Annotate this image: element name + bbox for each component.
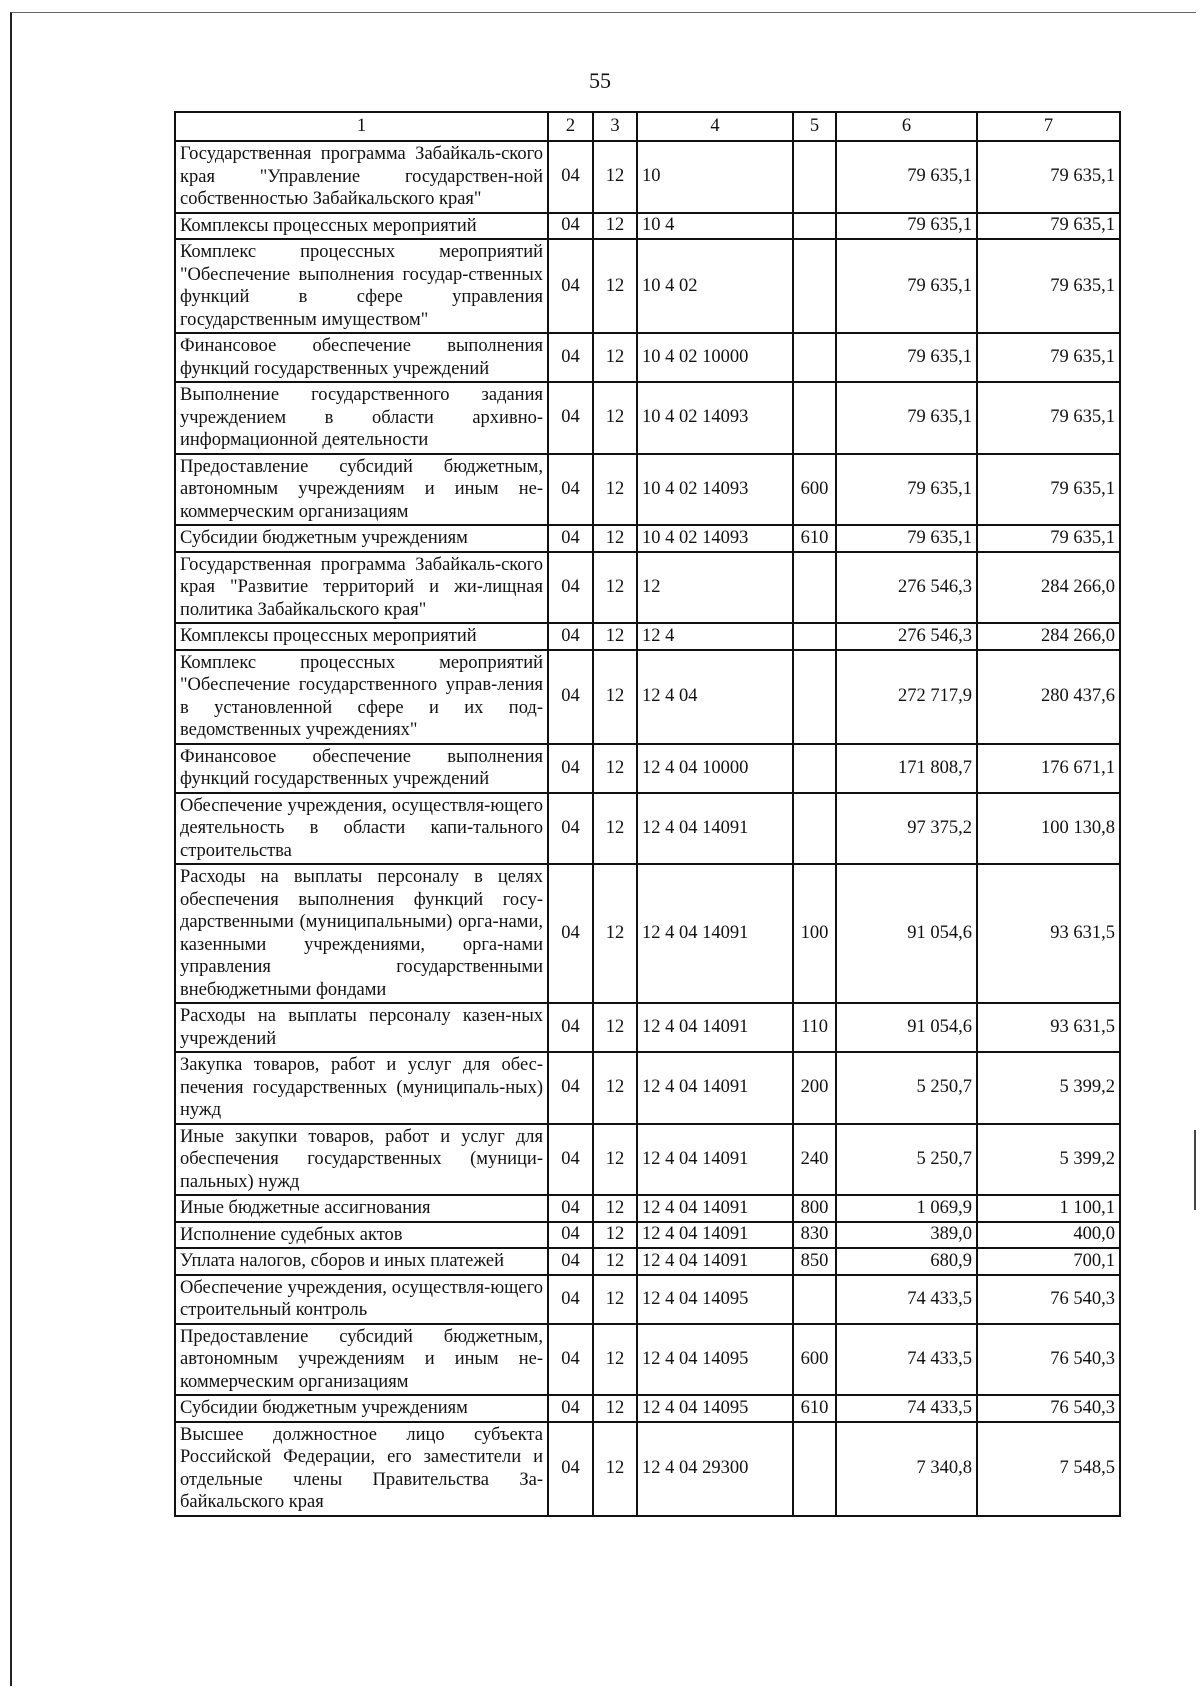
cell-amount-1: 276 546,3 [836,623,977,650]
cell-target-article: 12 4 04 14091 [637,793,793,865]
cell-section: 04 [548,454,593,526]
cell-section: 04 [548,141,593,213]
cell-section: 04 [548,1124,593,1196]
table-row [175,744,1120,793]
table-row [175,1195,1120,1222]
table-row [175,1124,1120,1196]
table-row [175,623,1120,650]
cell-expense-type: 610 [793,1395,836,1422]
cell-amount-1: 91 054,6 [836,864,977,1003]
table-row [175,1395,1120,1422]
cell-amount-1: 79 635,1 [836,525,977,552]
cell-target-article: 12 [637,552,793,624]
cell-name: Иные закупки товаров, работ и услуг для обеспечения государственных (муници-пальных) нужд [175,1124,548,1196]
cell-expense-type [793,333,836,382]
table-row [175,1003,1120,1052]
cell-name: Комплекс процессных мероприятий "Обеспечение государственного управ-ления в установленной сфере и их под-ведомственных учреждениях" [175,650,548,744]
cell-amount-1: 276 546,3 [836,552,977,624]
cell-expense-type: 610 [793,525,836,552]
cell-expense-type [793,650,836,744]
cell-target-article: 12 4 04 14095 [637,1275,793,1324]
cell-expense-type [793,1275,836,1324]
cell-name: Финансовое обеспечение выполнения функций государственных учреждений [175,744,548,793]
cell-name: Финансовое обеспечение выполнения функций государственных учреждений [175,333,548,382]
cell-amount-2: 76 540,3 [977,1275,1120,1324]
cell-amount-1: 5 250,7 [836,1124,977,1196]
cell-expense-type [793,213,836,240]
cell-amount-1: 74 433,5 [836,1324,977,1396]
cell-target-article: 10 4 02 14093 [637,454,793,526]
cell-amount-2: 100 130,8 [977,793,1120,865]
cell-name: Расходы на выплаты персоналу в целях обеспечения выполнения функций госу-дарственными (муниципальными) орга-нами, казенными учреждениями, орга-нами управления государственными внебюджетными фондами [175,864,548,1003]
cell-expense-type [793,623,836,650]
cell-expense-type: 800 [793,1195,836,1222]
cell-amount-1: 171 808,7 [836,744,977,793]
cell-target-article: 12 4 04 14091 [637,1052,793,1124]
cell-amount-1: 79 635,1 [836,333,977,382]
cell-target-article: 12 4 04 14091 [637,1248,793,1275]
cell-target-article: 12 4 04 14095 [637,1395,793,1422]
cell-expense-type: 600 [793,1324,836,1396]
cell-target-article: 12 4 04 14091 [637,1124,793,1196]
cell-name: Государственная программа Забайкаль-ского края "Управление государствен-ной собственностью Забайкальского края" [175,141,548,213]
cell-amount-2: 700,1 [977,1248,1120,1275]
cell-amount-2: 93 631,5 [977,1003,1120,1052]
cell-name: Комплексы процессных мероприятий [175,623,548,650]
cell-target-article: 12 4 04 29300 [637,1422,793,1516]
cell-section: 04 [548,1003,593,1052]
cell-section: 04 [548,1422,593,1516]
scan-edge-mark [1194,1130,1196,1210]
cell-amount-1: 272 717,9 [836,650,977,744]
cell-amount-2: 79 635,1 [977,382,1120,454]
cell-subsection: 12 [593,1275,637,1324]
cell-target-article: 12 4 04 10000 [637,744,793,793]
cell-amount-2: 400,0 [977,1222,1120,1249]
table-row [175,793,1120,865]
cell-expense-type [793,744,836,793]
cell-section: 04 [548,213,593,240]
cell-amount-2: 5 399,2 [977,1052,1120,1124]
cell-amount-1: 97 375,2 [836,793,977,865]
cell-amount-2: 79 635,1 [977,525,1120,552]
cell-name: Обеспечение учреждения, осуществля-ющего деятельность в области капи-тального строительства [175,793,548,865]
cell-amount-2: 76 540,3 [977,1324,1120,1396]
header-col-7: 7 [977,112,1120,141]
cell-subsection: 12 [593,213,637,240]
cell-amount-2: 76 540,3 [977,1395,1120,1422]
table-row [175,525,1120,552]
cell-subsection: 12 [593,623,637,650]
cell-section: 04 [548,623,593,650]
cell-section: 04 [548,333,593,382]
cell-amount-2: 284 266,0 [977,623,1120,650]
table-row [175,141,1120,213]
cell-target-article: 10 4 02 [637,239,793,333]
cell-amount-1: 74 433,5 [836,1275,977,1324]
cell-subsection: 12 [593,744,637,793]
header-col-5: 5 [793,112,836,141]
cell-subsection: 12 [593,1222,637,1249]
table-row [175,864,1120,1003]
cell-subsection: 12 [593,1248,637,1275]
table-row [175,1052,1120,1124]
cell-target-article: 12 4 04 14091 [637,864,793,1003]
table-row [175,1275,1120,1324]
cell-section: 04 [548,1248,593,1275]
cell-name: Субсидии бюджетным учреждениям [175,1395,548,1422]
cell-amount-2: 79 635,1 [977,454,1120,526]
header-col-2: 2 [548,112,593,141]
cell-target-article: 10 4 02 10000 [637,333,793,382]
table-row [175,454,1120,526]
cell-amount-2: 176 671,1 [977,744,1120,793]
cell-target-article: 12 4 04 [637,650,793,744]
cell-target-article: 10 4 02 14093 [637,382,793,454]
cell-subsection: 12 [593,1422,637,1516]
cell-name: Комплексы процессных мероприятий [175,213,548,240]
cell-section: 04 [548,864,593,1003]
cell-amount-1: 91 054,6 [836,1003,977,1052]
cell-expense-type: 100 [793,864,836,1003]
cell-amount-1: 79 635,1 [836,454,977,526]
cell-amount-2: 79 635,1 [977,333,1120,382]
cell-amount-1: 1 069,9 [836,1195,977,1222]
cell-expense-type [793,1422,836,1516]
cell-amount-1: 79 635,1 [836,141,977,213]
cell-section: 04 [548,744,593,793]
cell-section: 04 [548,1395,593,1422]
cell-subsection: 12 [593,552,637,624]
cell-subsection: 12 [593,1003,637,1052]
cell-subsection: 12 [593,382,637,454]
cell-amount-2: 93 631,5 [977,864,1120,1003]
cell-subsection: 12 [593,650,637,744]
table-row [175,239,1120,333]
cell-expense-type: 850 [793,1248,836,1275]
cell-name: Выполнение государственного задания учреждением в области архивно-информационной деятельности [175,382,548,454]
cell-subsection: 12 [593,525,637,552]
cell-section: 04 [548,1222,593,1249]
cell-name: Высшее должностное лицо субъекта Российской Федерации, его заместители и отдельные члены Правительства За-байкальского края [175,1422,548,1516]
cell-amount-2: 280 437,6 [977,650,1120,744]
cell-amount-1: 389,0 [836,1222,977,1249]
table-row [175,213,1120,240]
cell-name: Закупка товаров, работ и услуг для обес-печения государственных (муниципаль-ных) нужд [175,1052,548,1124]
cell-subsection: 12 [593,454,637,526]
cell-subsection: 12 [593,239,637,333]
cell-section: 04 [548,382,593,454]
cell-amount-2: 1 100,1 [977,1195,1120,1222]
header-col-4: 4 [637,112,793,141]
cell-target-article: 10 4 02 14093 [637,525,793,552]
cell-amount-1: 7 340,8 [836,1422,977,1516]
cell-amount-1: 79 635,1 [836,239,977,333]
budget-table [174,111,1121,1517]
cell-amount-2: 284 266,0 [977,552,1120,624]
cell-target-article: 12 4 04 14095 [637,1324,793,1396]
cell-subsection: 12 [593,1324,637,1396]
cell-amount-1: 79 635,1 [836,382,977,454]
cell-amount-2: 79 635,1 [977,213,1120,240]
cell-name: Исполнение судебных актов [175,1222,548,1249]
cell-expense-type [793,141,836,213]
cell-target-article: 12 4 04 14091 [637,1222,793,1249]
table-row [175,1324,1120,1396]
cell-section: 04 [548,1195,593,1222]
cell-name: Предоставление субсидий бюджетным, автономным учреждениям и иным не-коммерческим организациям [175,1324,548,1396]
cell-subsection: 12 [593,1395,637,1422]
header-col-3: 3 [593,112,637,141]
cell-name: Субсидии бюджетным учреждениям [175,525,548,552]
cell-subsection: 12 [593,864,637,1003]
cell-expense-type: 600 [793,454,836,526]
cell-name: Комплекс процессных мероприятий "Обеспечение выполнения государ-ственных функций в сфере управления государственным имуществом" [175,239,548,333]
cell-expense-type [793,793,836,865]
cell-target-article: 12 4 [637,623,793,650]
table-row [175,1248,1120,1275]
cell-expense-type: 240 [793,1124,836,1196]
cell-expense-type [793,552,836,624]
cell-subsection: 12 [593,1195,637,1222]
cell-subsection: 12 [593,793,637,865]
cell-subsection: 12 [593,333,637,382]
page-number: 55 [589,68,611,93]
cell-target-article: 10 4 [637,213,793,240]
cell-section: 04 [548,793,593,865]
table-row [175,333,1120,382]
cell-target-article: 10 [637,141,793,213]
cell-name: Расходы на выплаты персоналу казен-ных учреждений [175,1003,548,1052]
cell-name: Иные бюджетные ассигнования [175,1195,548,1222]
cell-expense-type [793,382,836,454]
cell-target-article: 12 4 04 14091 [637,1003,793,1052]
cell-amount-1: 74 433,5 [836,1395,977,1422]
cell-section: 04 [548,650,593,744]
cell-section: 04 [548,239,593,333]
cell-subsection: 12 [593,141,637,213]
cell-name: Государственная программа Забайкаль-ского края "Развитие территорий и жи-лищная политика Забайкальского края" [175,552,548,624]
header-col-1: 1 [175,112,548,141]
cell-name: Обеспечение учреждения, осуществля-ющего строительный контроль [175,1275,548,1324]
cell-amount-1: 79 635,1 [836,213,977,240]
cell-subsection: 12 [593,1124,637,1196]
cell-amount-2: 79 635,1 [977,141,1120,213]
cell-expense-type: 110 [793,1003,836,1052]
table-row [175,552,1120,624]
cell-subsection: 12 [593,1052,637,1124]
cell-name: Уплата налогов, сборов и иных платежей [175,1248,548,1275]
table-row [175,1222,1120,1249]
cell-section: 04 [548,1324,593,1396]
cell-amount-2: 5 399,2 [977,1124,1120,1196]
header-col-6: 6 [836,112,977,141]
table-row [175,1422,1120,1516]
cell-expense-type: 830 [793,1222,836,1249]
cell-amount-2: 79 635,1 [977,239,1120,333]
cell-amount-1: 5 250,7 [836,1052,977,1124]
header-row [175,112,1120,141]
cell-target-article: 12 4 04 14091 [637,1195,793,1222]
cell-name: Предоставление субсидий бюджетным, автономным учреждениям и иным не-коммерческим организациям [175,454,548,526]
table-row [175,650,1120,744]
cell-amount-1: 680,9 [836,1248,977,1275]
cell-expense-type: 200 [793,1052,836,1124]
cell-section: 04 [548,1052,593,1124]
cell-section: 04 [548,525,593,552]
cell-amount-2: 7 548,5 [977,1422,1120,1516]
cell-expense-type [793,239,836,333]
table-row [175,382,1120,454]
cell-section: 04 [548,552,593,624]
cell-section: 04 [548,1275,593,1324]
